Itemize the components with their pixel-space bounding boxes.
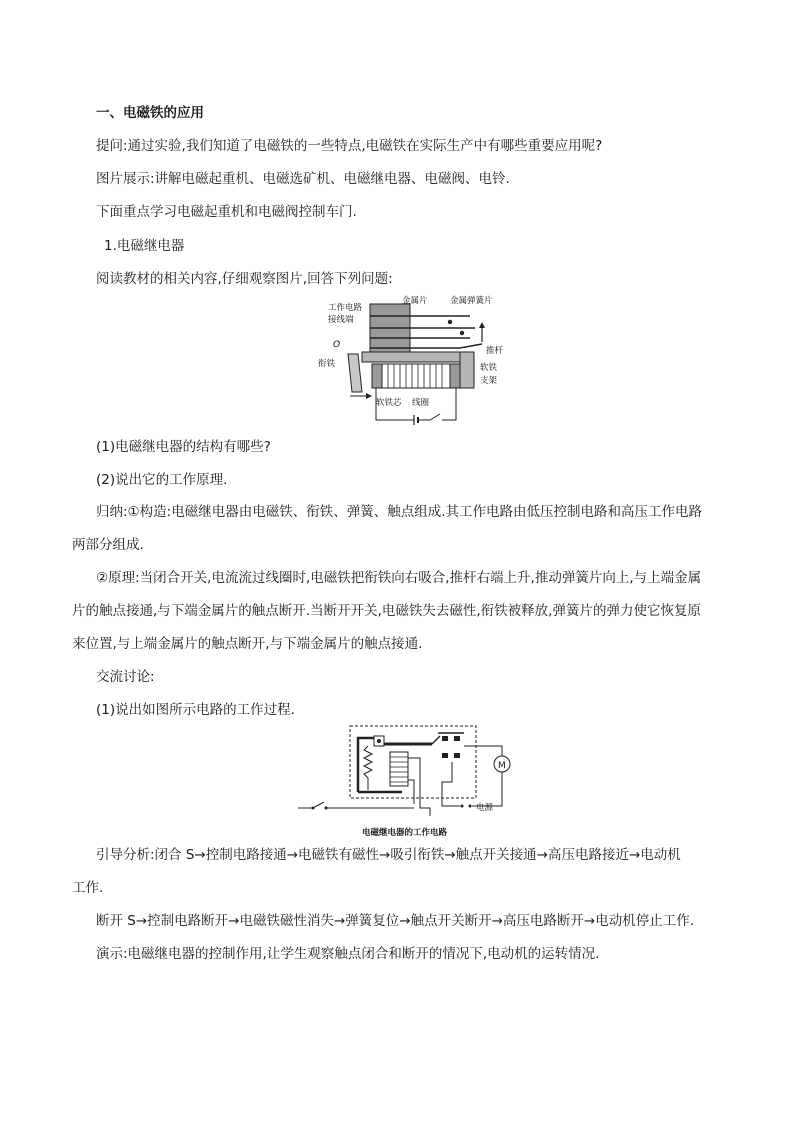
motor-label: M: [498, 761, 506, 771]
label-soft-iron-2: 支架: [480, 376, 498, 386]
subsection-title: 1.电磁继电器: [104, 238, 185, 254]
off-analysis: 断开 S→控制电路断开→电磁铁磁性消失→弹簧复位→触点开关断开→高压电路断开→电动机停止工作.: [96, 913, 695, 929]
question-2: (2)说出它的工作原理.: [96, 472, 228, 488]
summary-principle-1: ②原理:当闭合开关,电流流过线圈时,电磁铁把衔铁向右吸合,推杆右端上升,推动弹簧片向上,与上端金属: [96, 570, 702, 586]
read-prompt: 阅读教材的相关内容,仔细观察图片,回答下列问题:: [96, 271, 393, 287]
relay-structure-figure: [310, 292, 515, 428]
label-core: 软铁芯: [376, 398, 402, 408]
demo-paragraph: 演示:电磁继电器的控制作用,让学生观察触点闭合和断开的情况下,电动机的运转情况.: [96, 946, 600, 962]
circuit-caption: 电磁继电器的工作电路: [362, 828, 448, 838]
label-terminals-1: 工作电路: [328, 303, 363, 313]
label-terminals-2: 接线端: [328, 315, 354, 325]
question-1: (1)电磁继电器的结构有哪些?: [96, 439, 271, 455]
focus-paragraph: 下面重点学习电磁起重机和电磁阀控制车门.: [96, 204, 357, 220]
summary-principle-3: 来位置,与上端金属片的触点断开,与下端金属片的触点接通.: [72, 636, 423, 652]
label-push-rod: 推杆: [486, 346, 504, 356]
discussion-title: 交流讨论:: [96, 669, 155, 685]
guide-analysis-1: 引导分析:闭合 S→控制电路接通→电磁铁有磁性→吸引衔铁→触点开关接通→高压电路接近→电动机: [96, 847, 681, 863]
label-soft-iron-1: 软铁: [480, 363, 498, 373]
label-o: O: [333, 340, 341, 350]
question-paragraph: 提问:通过实验,我们知道了电磁铁的一些特点,电磁铁在实际生产中有哪些重要应用呢?: [96, 138, 603, 154]
label-spring-sheet: 金属弹簧片: [450, 296, 493, 306]
power-label: 电源: [476, 803, 494, 813]
section-title: 一、电磁铁的应用: [96, 105, 204, 121]
label-armature: 衔铁: [318, 359, 336, 369]
label-coil: 线圈: [412, 398, 430, 408]
guide-analysis-2: 工作.: [72, 880, 104, 896]
summary-structure-1: 归纳:①构造:电磁继电器由电磁铁、衔铁、弹簧、触点组成.其工作电路由低压控制电路和高压工作电路: [96, 504, 702, 520]
pictures-paragraph: 图片展示:讲解电磁起重机、电磁选矿机、电磁继电器、电磁阀、电铃.: [96, 171, 510, 187]
discussion-question-1: (1)说出如图所示电路的工作过程.: [96, 702, 295, 718]
summary-structure-2: 两部分组成.: [72, 537, 144, 553]
relay-circuit-figure: [292, 722, 522, 840]
label-metal-sheet: 金属片: [402, 296, 428, 306]
summary-principle-2: 片的触点接通,与下端金属片的触点断开.当断开开关,电磁铁失去磁性,衔铁被释放,弹簧片的弹力使它恢复原: [72, 603, 701, 619]
